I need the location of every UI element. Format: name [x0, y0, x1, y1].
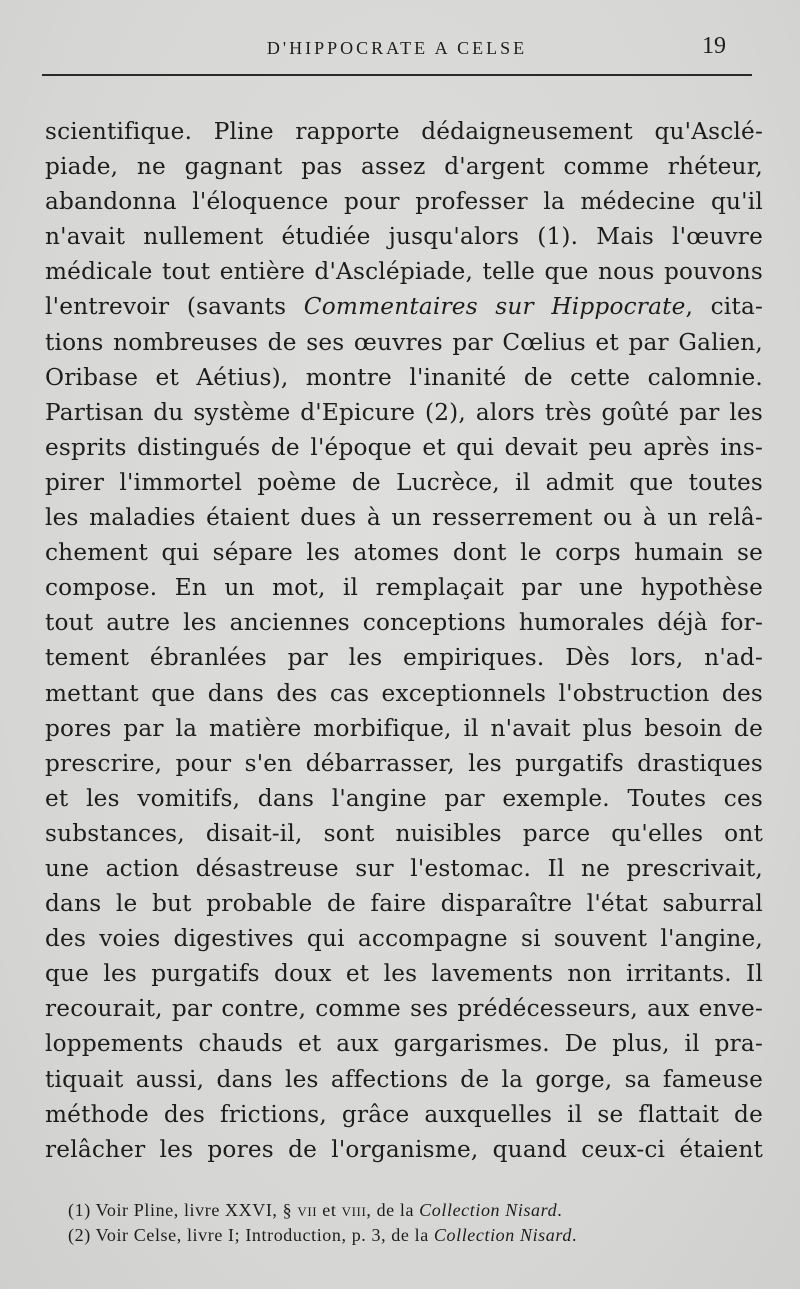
text-line: relâcher les pores de l'organisme, quand ceux-ci étaient — [45, 1135, 763, 1163]
text-line: des voies digestives qui accompagne si souvent l'angine, — [45, 925, 763, 953]
body-text — [45, 114, 763, 1167]
text-line: pirer l'immortel poème de Lucrèce, il admit que toutes — [45, 468, 763, 496]
text-line: méthode des frictions, grâce auxquelles il se flattait de — [45, 1100, 763, 1128]
text-line: que les purgatifs doux et les lavements non irritants. Il — [45, 960, 763, 988]
page-number: 19 — [702, 33, 726, 59]
text-line: mettant que dans des cas exceptionnels l'obstruction des — [45, 679, 763, 707]
running-head: D'HIPPOCRATE A CELSE — [266, 38, 528, 58]
footnote: (1) Voir Pline, livre XXVI, § vii et viii, de la Collection Nisard. — [68, 1200, 563, 1220]
text-line: esprits distingués de l'époque et qui devait peu après ins- — [45, 433, 763, 461]
text-line: prescrire, pour s'en débarrasser, les purgatifs drastiques — [45, 749, 763, 777]
footnote: (2) Voir Celse, livre I; Introduction, p. 3, de la Collection Nisard. — [68, 1225, 578, 1245]
text-line: Partisan du système d'Epicure (2), alors très goûté par les — [45, 398, 763, 426]
text-line: médicale tout entière d'Asclépiade, telle que nous pouvons — [45, 258, 763, 286]
text-line: pores par la matière morbifique, il n'avait plus besoin de — [45, 714, 763, 742]
text-line: les maladies étaient dues à un resserrement ou à un relâ- — [45, 504, 763, 532]
text-line: scientifique. Pline rapporte dédaigneusement qu'Asclé- — [45, 118, 763, 145]
text-line: dans le but probable de faire disparaître l'état saburral — [45, 890, 763, 918]
text-line: abandonna l'éloquence pour professer la médecine qu'il — [45, 188, 763, 216]
text-line: n'avait nullement étudiée jusqu'alors (1). Mais l'œuvre — [45, 223, 763, 251]
text-line: tout autre les anciennes conceptions humorales déjà for- — [45, 609, 763, 637]
page-header — [42, 30, 752, 76]
text-line: tions nombreuses de ses œuvres par Cœlius et par Galien, — [45, 328, 763, 356]
text-line: tiquait aussi, dans les affections de la gorge, sa fameuse — [45, 1065, 763, 1093]
text-line: substances, disait-il, sont nuisibles parce qu'elles ont — [45, 819, 763, 847]
text-line: chement qui sépare les atomes dont le corps humain se — [45, 539, 763, 567]
text-line: tement ébranlées par les empiriques. Dès lors, n'ad- — [45, 644, 763, 672]
text-line: loppements chauds et aux gargarismes. De plus, il pra- — [45, 1030, 763, 1058]
footnotes — [68, 1198, 748, 1248]
text-line: l'entrevoir (savants Commentaires sur Hippocrate, cita- — [45, 293, 764, 321]
text-line: Oribase et Aétius), montre l'inanité de cette calomnie. — [45, 363, 763, 391]
text-line: recourait, par contre, comme ses prédécesseurs, aux enve- — [45, 995, 763, 1023]
text-line: piade, ne gagnant pas assez d'argent comme rhéteur, — [45, 153, 763, 181]
text-line: et les vomitifs, dans l'angine par exemple. Toutes ces — [45, 784, 763, 812]
text-line: compose. En un mot, il remplaçait par une hypothèse — [45, 574, 763, 602]
text-line: une action désastreuse sur l'estomac. Il ne prescrivait, — [45, 854, 763, 882]
